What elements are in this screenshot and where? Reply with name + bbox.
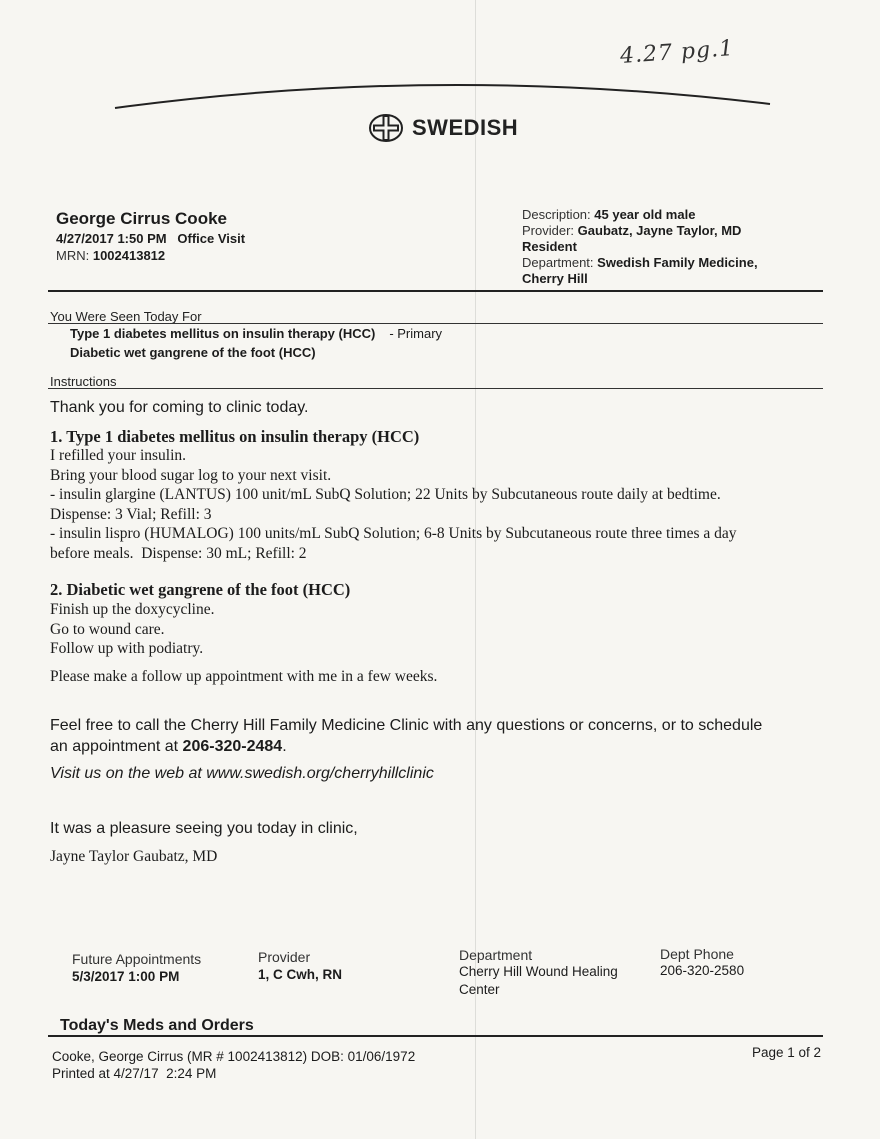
item1-line: - insulin glargine (LANTUS) 100 unit/mL SubQ Solution; 22 Units by Subcutaneous route daily at bedtime.	[50, 486, 721, 503]
mrn-label: MRN:	[56, 248, 90, 263]
footer-patient-info	[52, 1048, 415, 1082]
appointment-phone: 206-320-2580	[660, 963, 745, 978]
handwritten-note: 4.27 pg.1	[619, 36, 735, 69]
appointment-department-line2: Center	[459, 982, 500, 997]
visit-details	[522, 207, 822, 287]
header-divider	[48, 290, 823, 292]
appointment-provider: 1, C Cwh, RN	[258, 967, 343, 982]
item2-line: Follow up with podiatry.	[50, 640, 204, 657]
patient-name: George Cirrus Cooke	[56, 209, 227, 228]
description-value: 45 year old male	[594, 207, 696, 222]
department-value: Swedish Family Medicine,	[597, 255, 758, 270]
department-label: Department:	[522, 255, 594, 270]
swedish-cross-icon	[368, 112, 408, 144]
department-value-line2: Cherry Hill	[522, 271, 588, 286]
item2-line: Finish up the doxycycline.	[50, 601, 215, 618]
item2-line: Go to wound care.	[50, 620, 165, 638]
item2-body	[50, 600, 214, 659]
visit-line: 4/27/2017 1:50 PM Office Visit	[56, 231, 246, 246]
item1-line: - insulin lispro (HUMALOG) 100 units/mL SubQ Solution; 6-8 Units by Subcutaneous route three times a day	[50, 525, 737, 542]
call-line-1: Feel free to call the Cherry Hill Family Medicine Clinic with any questions or concerns, or to schedule	[50, 717, 763, 734]
item1-title: 1. Type 1 diabetes mellitus on insulin therapy (HCC)	[50, 427, 420, 446]
swedish-logo	[368, 112, 518, 144]
provider-col-label: Provider	[258, 949, 311, 965]
appointments-col-label: Future Appointments	[72, 951, 202, 967]
seen-today-rule	[48, 323, 823, 324]
diagnosis-2-text: Diabetic wet gangrene of the foot (HCC)	[70, 345, 316, 360]
diagnosis-secondary	[70, 345, 316, 360]
clinic-phone: 206-320-2484	[182, 738, 283, 755]
item1-line: I refilled your insulin.	[50, 447, 187, 464]
signature-text: Jayne Taylor Gaubatz, MD	[50, 848, 218, 865]
description-label: Description:	[522, 207, 591, 222]
item2-title: 2. Diabetic wet gangrene of the foot (HCC)	[50, 580, 351, 599]
appointment-date: 5/3/2017 1:00 PM	[72, 969, 180, 984]
instructions-rule	[48, 388, 823, 389]
footer-printed: Printed at 4/27/17 2:24 PM	[52, 1066, 217, 1081]
phone-col-label: Dept Phone	[660, 946, 734, 962]
instructions-heading: Instructions	[50, 374, 117, 389]
meds-rule	[48, 1035, 823, 1037]
logo-text: SWEDISH	[412, 115, 519, 140]
header-arc	[110, 72, 775, 112]
appointment-department-line1: Cherry Hill Wound Healing	[459, 964, 618, 979]
appointment-department	[459, 963, 618, 999]
provider-value: Gaubatz, Jayne Taylor, MD	[577, 223, 742, 238]
followup-text: Please make a follow up appointment with me in a few weeks.	[50, 668, 438, 685]
intro-text: Thank you for coming to clinic today.	[50, 399, 309, 416]
closing-text: It was a pleasure seeing you today in clinic,	[50, 820, 358, 837]
footer-patient-line: Cooke, George Cirrus (MR # 1002413812) DOB: 01/06/1972	[52, 1049, 416, 1064]
web-text: Visit us on the web at www.swedish.org/cherryhillclinic	[50, 765, 434, 782]
call-text	[50, 715, 762, 757]
provider-value-line2: Resident	[522, 239, 577, 254]
call-line-2	[50, 736, 762, 757]
call-line-2-text: an appointment at	[50, 738, 183, 755]
diagnosis-primary	[70, 326, 442, 341]
item1-line: Bring your blood sugar log to your next visit.	[50, 466, 332, 484]
call-period: .	[282, 738, 287, 755]
mrn-value: 1002413812	[92, 248, 166, 263]
diagnosis-1-text: Type 1 diabetes mellitus on insulin therapy (HCC)	[70, 326, 376, 341]
page-number: Page 1 of 2	[752, 1045, 822, 1060]
diagnosis-1-tag: - Primary	[389, 326, 443, 341]
department-col-label: Department	[459, 947, 533, 963]
meds-orders-heading: Today's Meds and Orders	[60, 1017, 254, 1034]
item1-body	[50, 446, 840, 563]
item1-line: Dispense: 3 Vial; Refill: 3	[50, 505, 212, 523]
seen-today-heading: You Were Seen Today For	[50, 309, 202, 324]
item1-line: before meals. Dispense: 30 mL; Refill: 2	[50, 544, 307, 562]
mrn-line	[56, 248, 165, 263]
provider-label: Provider:	[522, 223, 575, 238]
